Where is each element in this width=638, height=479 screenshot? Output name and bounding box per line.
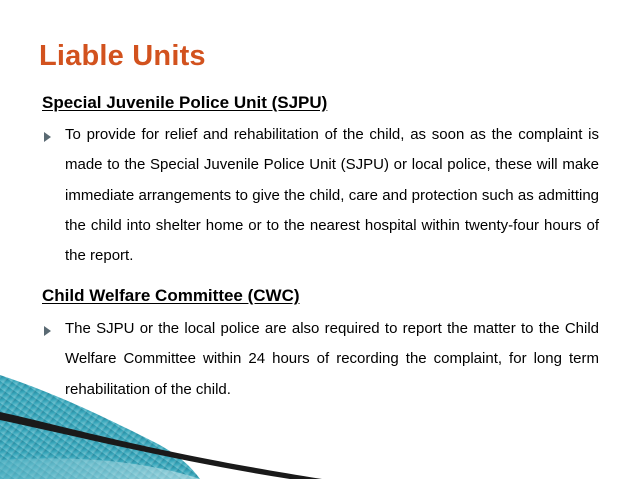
bullet-text-cwc: The SJPU or the local police are also required to report the matter to the Child Welfare Committee within 24 hours of recording the complaint, for long term rehabilitation of the child. <box>65 320 599 398</box>
section-heading-sjpu: Special Juvenile Police Unit (SJPU) <box>42 93 328 112</box>
slide-title: Liable Units <box>39 40 206 72</box>
section-heading-cwc: Child Welfare Committee (CWC) <box>42 286 300 305</box>
bullet-text-sjpu: To provide for relief and rehabilitation of the child, as soon as the complaint is made to the Special Juvenile Police Unit (SJPU) or local police, these will make immediate arrangements to give the child, care and protection such as admitting the child into shelter home or to the nearest hospital within twenty-four hours of the report. <box>65 126 599 265</box>
